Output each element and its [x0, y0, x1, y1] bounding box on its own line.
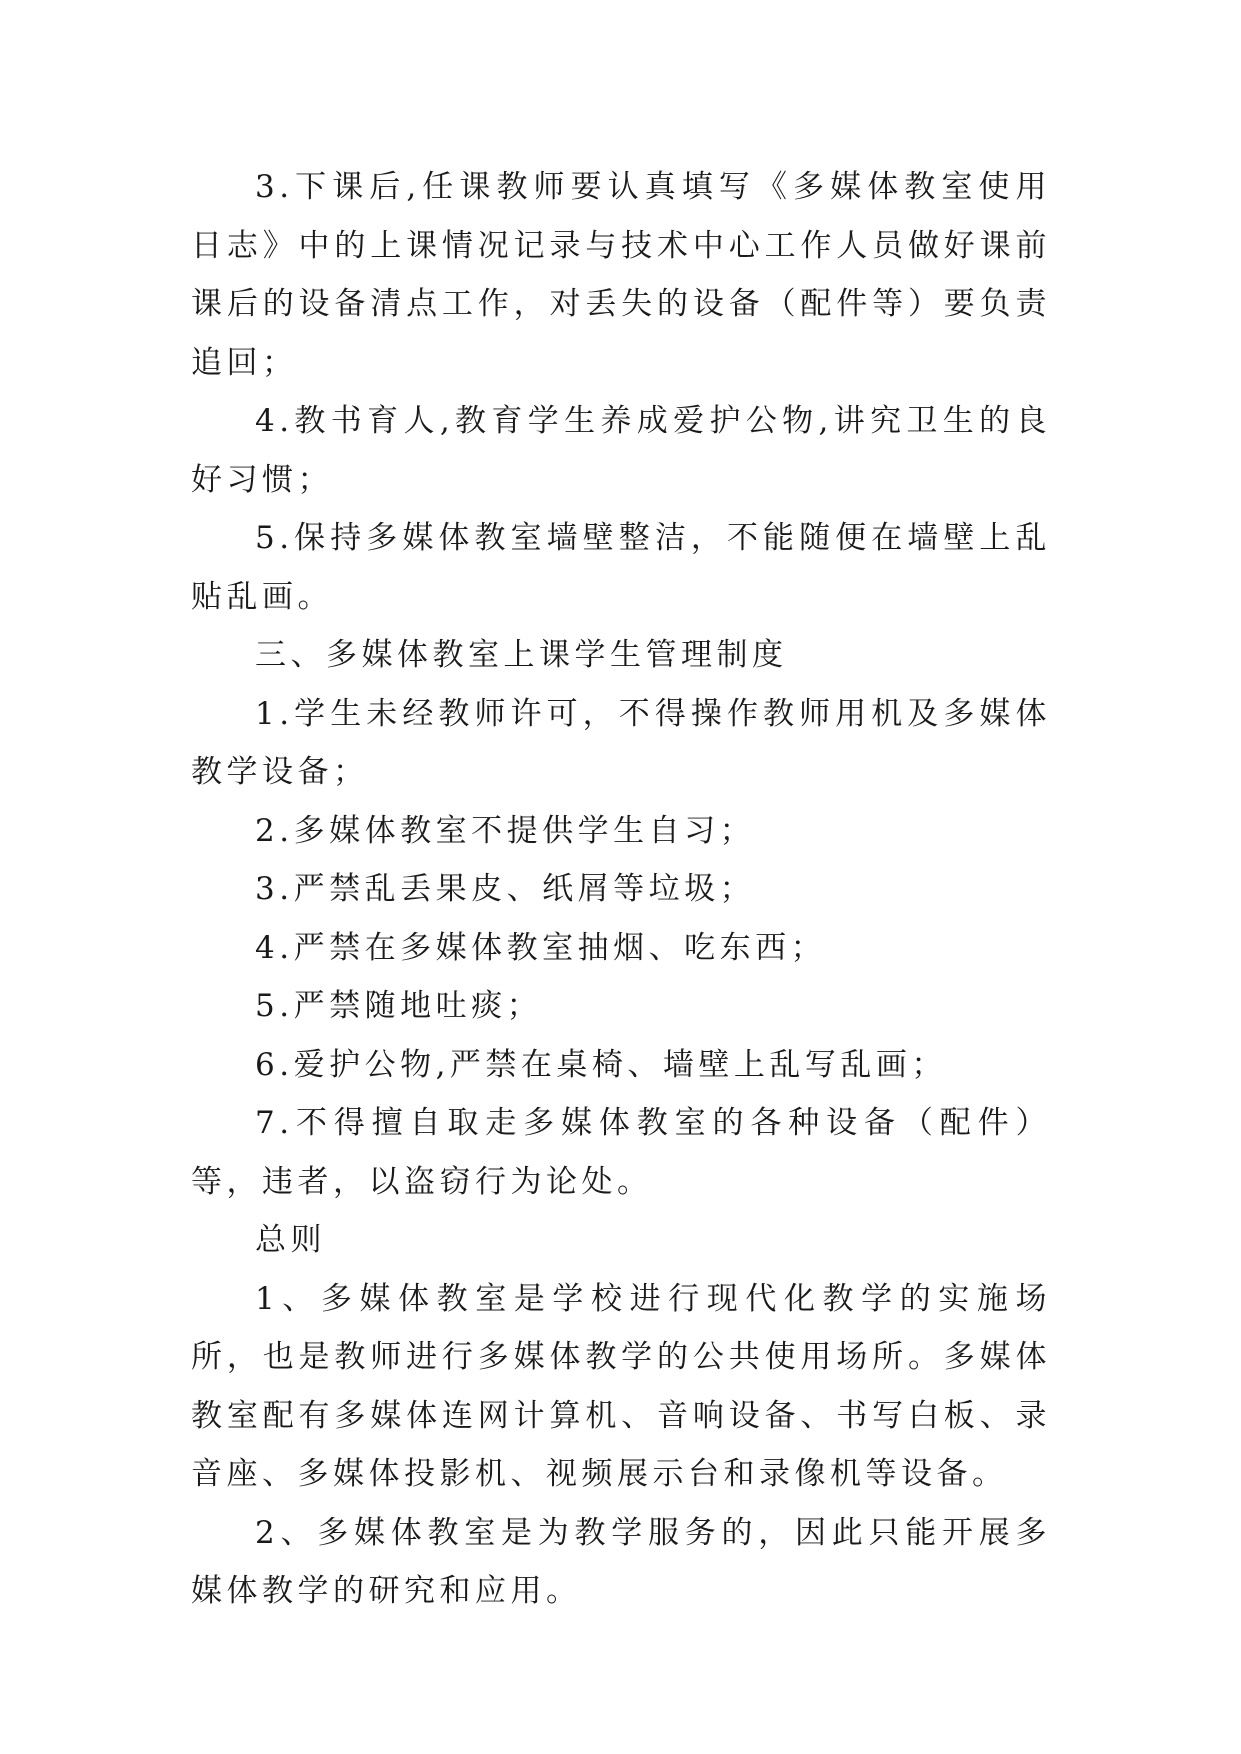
paragraph-teacher-rule-3: 3.下课后,任课教师要认真填写《多媒体教室使用日志》中的上课情况记录与技术中心工作人员做好课前课后的设备清点工作，对丢失的设备（配件等）要负责追回；: [191, 169, 1051, 381]
paragraph-general-2: 2、多媒体教室是为教学服务的，因此只能开展多媒体教学的研究和应用。: [191, 1514, 1051, 1609]
section-heading-student-rules: 三、多媒体教室上课学生管理制度: [255, 637, 788, 673]
document-body: [191, 158, 1051, 1621]
paragraph-student-rule-1: 1.学生未经教师许可，不得操作教师用机及多媒体教学设备；: [191, 695, 1051, 790]
paragraph-student-rule-3: 3.严禁乱丢果皮、纸屑等垃圾；: [255, 871, 756, 907]
paragraph-general-1: 1、多媒体教室是学校进行现代化教学的实施场所，也是教师进行多媒体教学的公共使用场所。多媒体教室配有多媒体连网计算机、音响设备、书写白板、录音座、多媒体投影机、视频展示台和录像机等设备。: [191, 1280, 1051, 1492]
paragraph-student-rule-2: 2.多媒体教室不提供学生自习；: [255, 812, 756, 849]
paragraph-student-rule-5: 5.严禁随地吐痰；: [255, 988, 543, 1024]
paragraph-student-rule-6: 6.爱护公物,严禁在桌椅、墙壁上乱写乱画；: [255, 1046, 947, 1083]
paragraph-teacher-rule-5: 5.保持多媒体教室墙壁整洁，不能随便在墙壁上乱贴乱画。: [191, 520, 1051, 615]
section-heading-general: 总则: [255, 1222, 326, 1258]
paragraph-student-rule-4: 4.严禁在多媒体教室抽烟、吃东西；: [255, 929, 827, 966]
paragraph-teacher-rule-4: 4.教书育人,教育学生养成爱护公物,讲究卫生的良好习惯；: [191, 403, 1051, 498]
paragraph-student-rule-7: 7.不得擅自取走多媒体教室的各种设备（配件）等，违者，以盗窃行为论处。: [191, 1105, 1051, 1200]
